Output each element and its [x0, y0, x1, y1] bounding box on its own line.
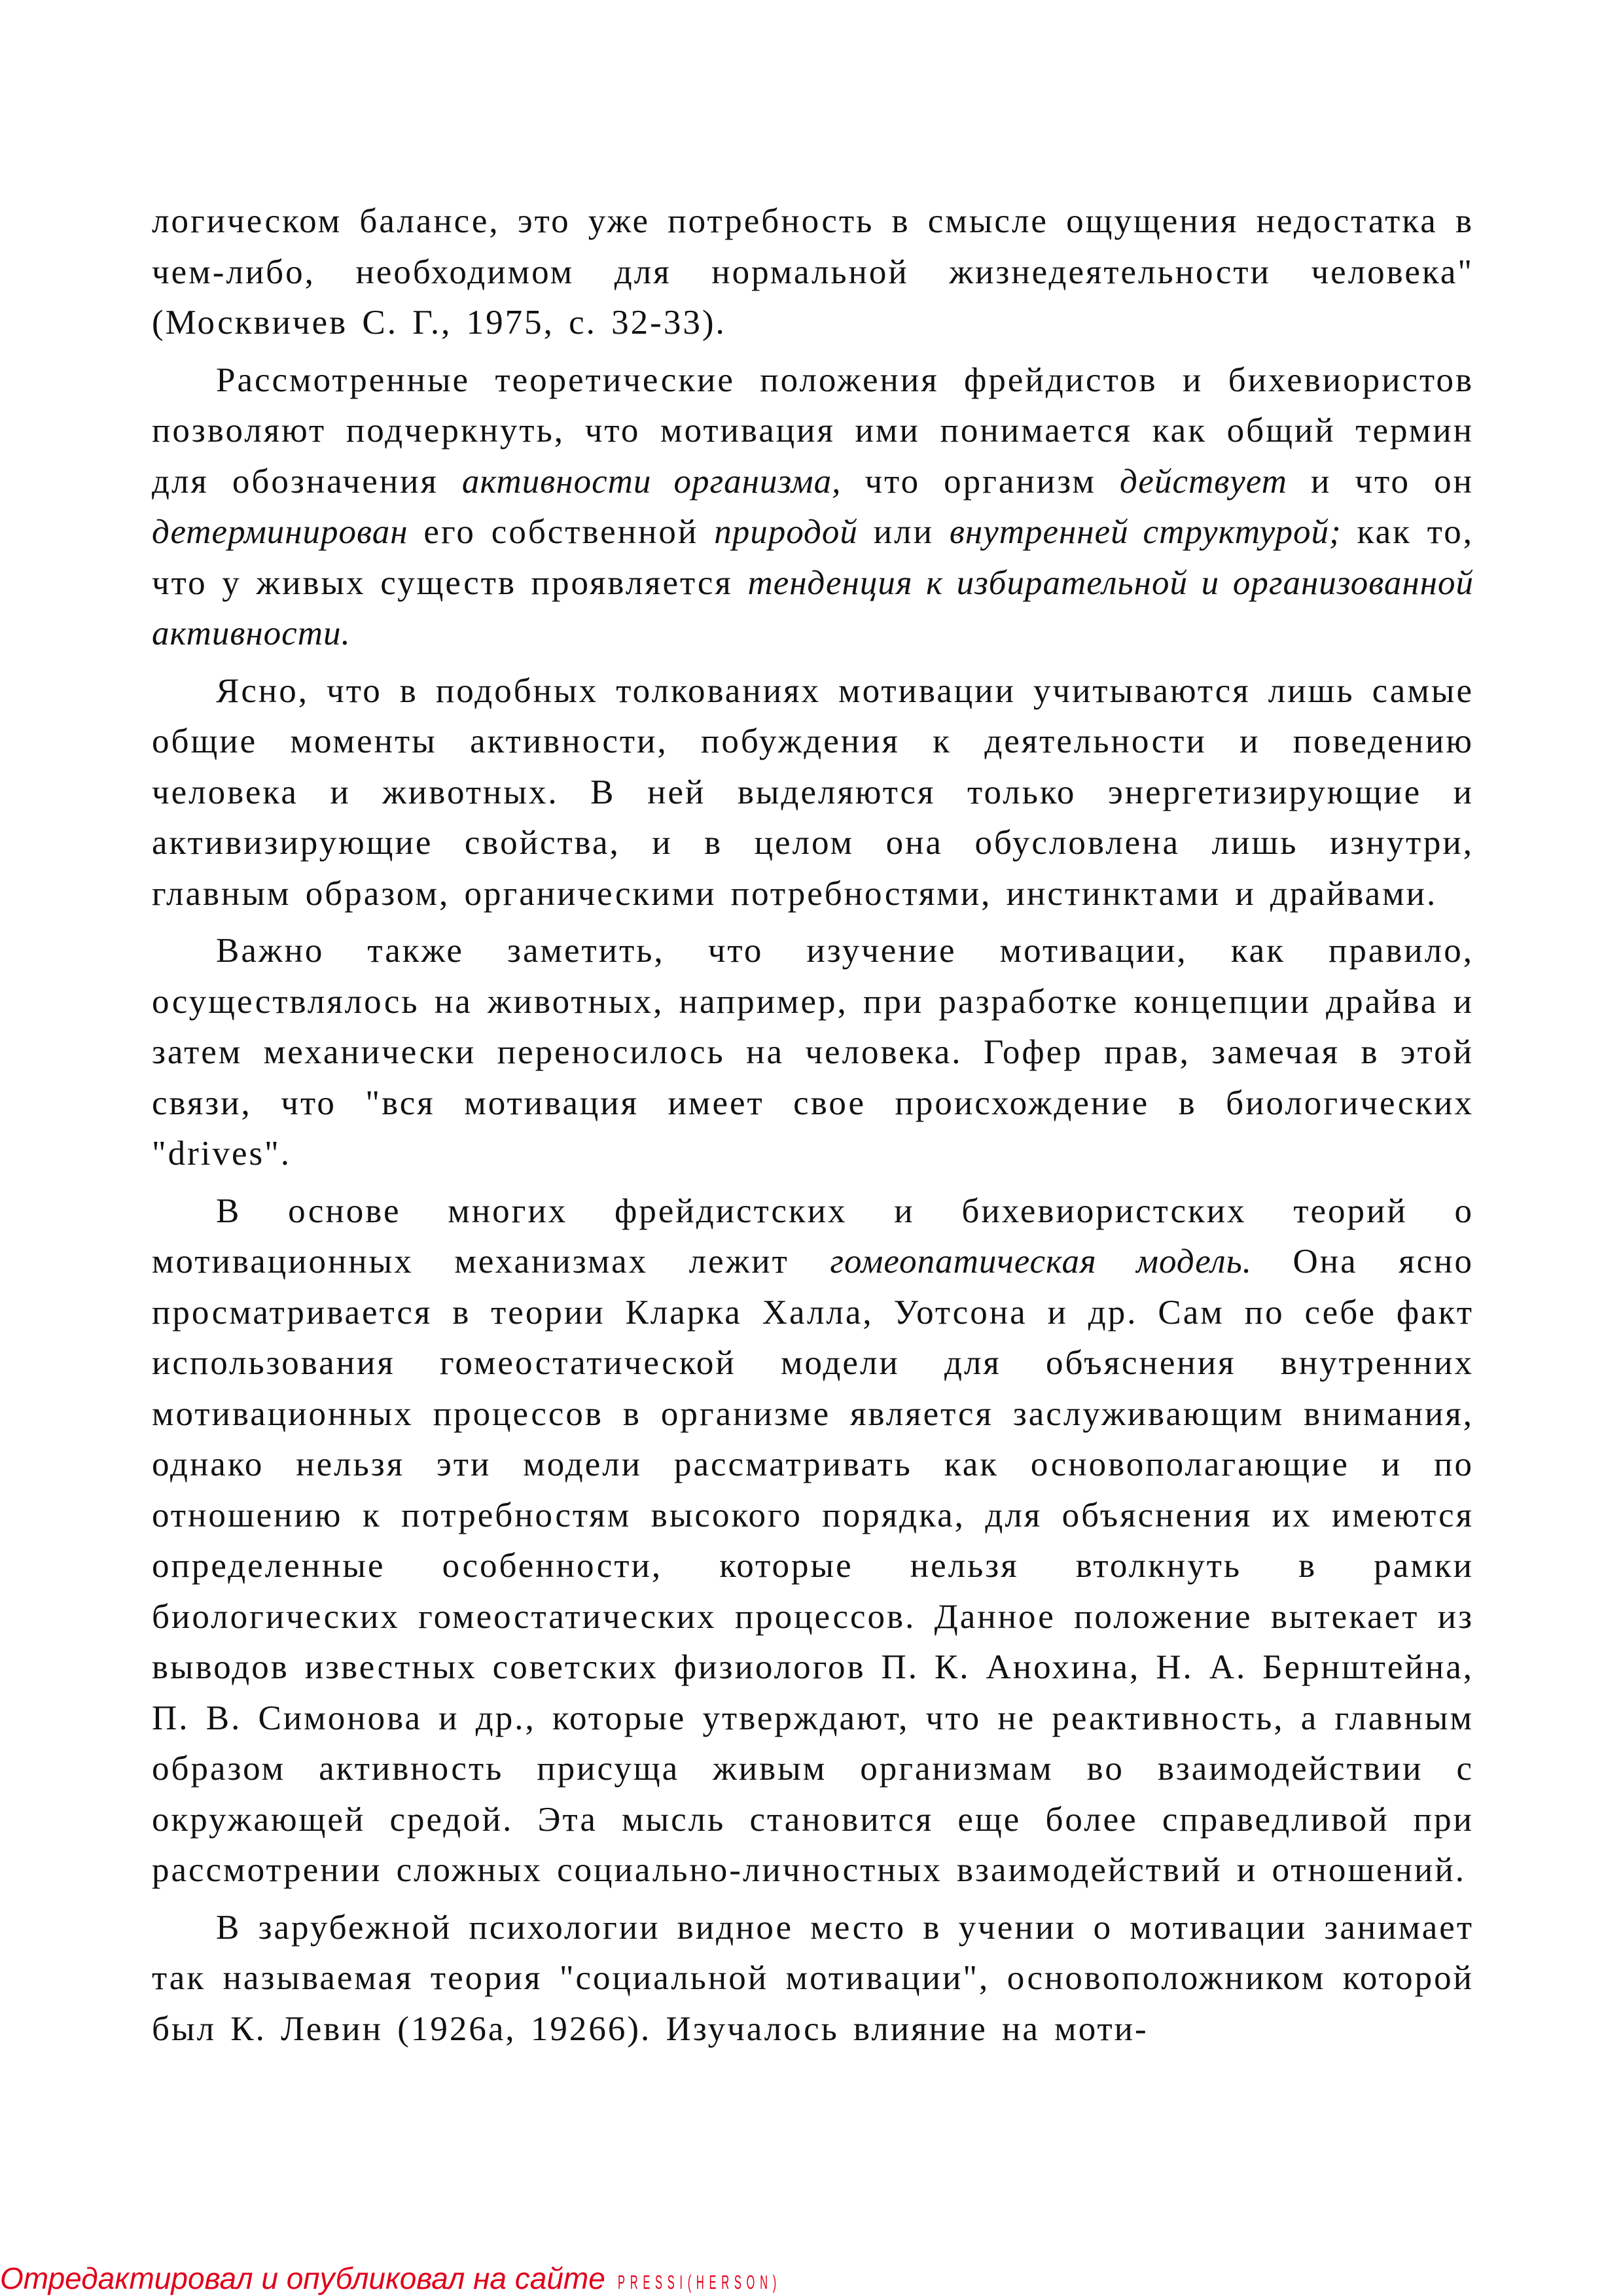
paragraph-2-text-5: или — [857, 513, 950, 551]
paragraph-1: логическом балансе, это уже потребность в смысле ощущения недостатка в чем-либо, необходимом для нормальной жизнедеятельности человека" (Москвичев С. Г., 1975, с. 32-33). — [152, 202, 1474, 342]
paragraph-2-emphasis-6: тенденция к избирательной и организованной активности. — [152, 563, 1474, 652]
paragraph-6: В зарубежной психологии видное место в учении о мотивации занимает так называемая теория "социальной мотивации", основоположником которой был К. Левин (1926а, 19266). Изучалось влияние на моти- — [152, 1908, 1474, 2048]
footer-credit-text: Отредактировал и опубликовал на сайте — [0, 2261, 605, 2295]
paragraph-5-emphasis-1: гомеопатическая модель. — [830, 1243, 1252, 1280]
paragraph-2 — [152, 355, 1474, 660]
paragraph-3: Ясно, что в подобных толкованиях мотивации учитываются лишь самые общие моменты активности, побуждения к деятельности и поведению человека и животных. В ней выделяются только энергетизирующие и активизирующие свойства, и в целом она обусловлена лишь изнутри, главным образом, органическими потребностями, инстинктами и драйвами. — [152, 671, 1474, 913]
paragraph-2-emphasis-3: детерминирован — [152, 513, 408, 551]
paragraph-2-emphasis-1: активности организма, — [461, 462, 842, 501]
paragraph-2-emphasis-2: действует — [1119, 462, 1287, 501]
page-body — [152, 196, 1474, 2061]
paragraph-2-emphasis-4: природой — [714, 513, 858, 551]
paragraph-2-text-1: Рассмотренные теоретические положения фрейдистов и бихевиористов позволяют подчеркнуть, что мотивация ими понимается как общий термин для обозначения — [152, 361, 1474, 501]
paragraph-2-emphasis-5: внутренней структурой; — [949, 513, 1342, 551]
paragraph-2-text-6: как то, что у живых существ проявляется — [152, 513, 1474, 602]
paragraph-5 — [152, 1186, 1474, 1896]
paragraph-4: Важно также заметить, что изучение мотивации, как правило, осуществлялось на животных, например, при разработке концепции драйва и затем механически переносилось на человека. Гофер прав, замечая в этой связи, что "вся мотивация имеет свое происхождение в биологических "drives". — [152, 932, 1474, 1173]
paragraph-5-text-1: В основе многих фрейдистских и бихевиористских теорий о мотивационных механизмах лежит — [152, 1192, 1474, 1280]
footer-credit — [0, 2261, 915, 2296]
paragraph-2-text-4: его собственной — [408, 513, 715, 551]
footer-site-name: PRESSI(HERSON) — [617, 2272, 781, 2293]
paragraph-5-text-2: Она ясно просматривается в теории Кларка Халла, Уотсона и др. Сам по себе факт использования гомеостатической модели для объяснения внутренних мотивационных процессов в организме является заслуживающим внимания, однако нельзя эти модели рассматривать как основополагающие и по отношению к потребностям высокого порядка, для объяснения их имеются определенные особенности, которые нельзя втолкнуть в рамки биологических гомеостатических процессов. Данное положение вытекает из выводов известных советских физиологов П. К. Анохина, Н. А. Бернштейна, П. В. Симонова и др., которые утверждают, что не реактивность, а главным образом активность присуща живым организмам во взаимодействии с окружающей средой. Эта мысль становится еще более справедливой при рассмотрении сложных социально-личностных взаимодействий и отношений. — [152, 1243, 1474, 1889]
paragraph-2-text-3: и что он — [1287, 462, 1474, 501]
paragraph-2-text-2: что организм — [841, 462, 1120, 501]
